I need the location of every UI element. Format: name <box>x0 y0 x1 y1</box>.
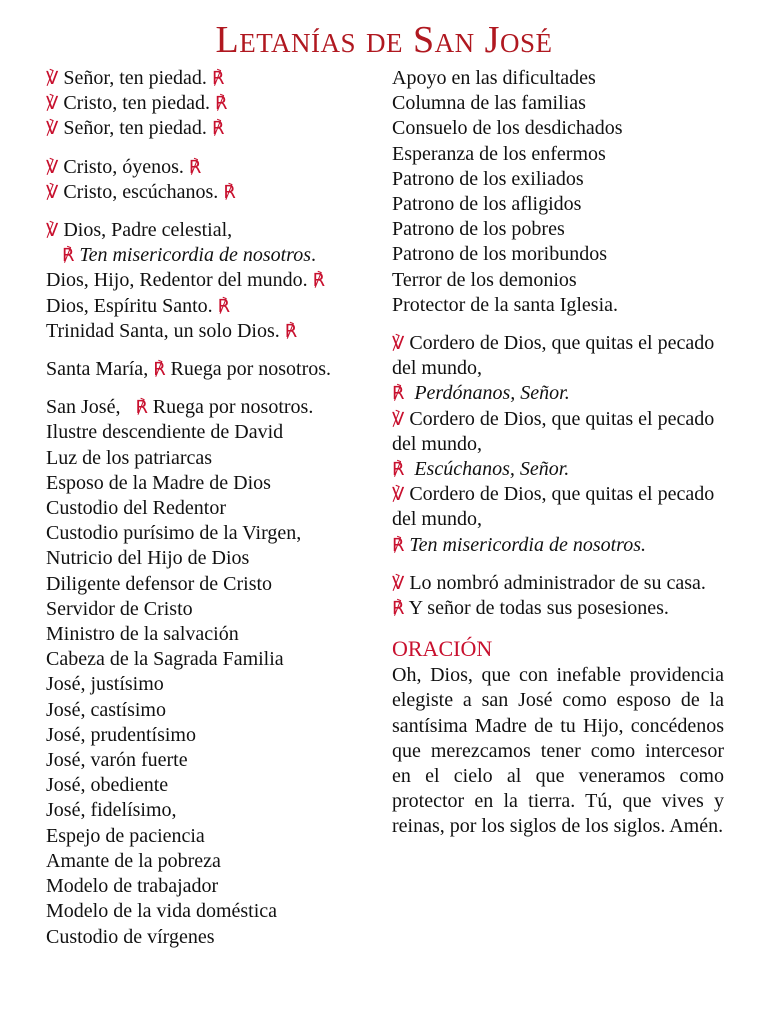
versicle-icon: ℣ <box>392 333 405 354</box>
versicle-icon: ℣ <box>46 118 59 139</box>
agnus-response: ℟ Ten misericordia de nosotros. <box>392 533 647 556</box>
response-icon: ℟ <box>135 397 148 418</box>
litany-item: Consuelo de los desdichados <box>392 117 623 140</box>
versicle-icon: ℣ <box>46 93 59 114</box>
left-column <box>46 66 381 950</box>
litany-item: Patrono de los pobres <box>392 218 565 241</box>
trinity-line: Trinidad Santa, un solo Dios. ℟ <box>46 319 298 342</box>
versicle-icon: ℣ <box>46 156 59 177</box>
response-icon: ℟ <box>217 295 230 316</box>
litany-item: Apoyo en las dificultades <box>392 67 596 89</box>
versicle-icon: ℣ <box>46 181 59 202</box>
trinity-line: Dios, Hijo, Redentor del mundo. ℟ <box>46 269 325 292</box>
trinity-line: Dios, Espíritu Santo. ℟ <box>46 294 230 317</box>
litany-item: José, justísimo <box>46 673 164 696</box>
response-icon: ℟ <box>312 270 325 291</box>
prayer-heading: ORACIÓN <box>392 636 493 662</box>
response-icon: ℟ <box>62 245 75 266</box>
kyrie-line: ℣ Señor, ten piedad. ℟ <box>46 117 225 140</box>
response-icon: ℟ <box>392 459 405 480</box>
litany-item: Espejo de paciencia <box>46 824 205 847</box>
litany-item: Terror de los demonios <box>392 268 577 291</box>
right-column <box>392 66 724 840</box>
response-icon: ℟ <box>214 93 228 114</box>
agnus-versicle: ℣ Cordero de Dios, que quitas el pecado del mundo, <box>392 407 715 455</box>
litany-item: Diligente defensor de Cristo <box>46 572 273 595</box>
litany-item: Patrono de los exiliados <box>392 167 584 190</box>
litany-item: Ilustre descendiente de David <box>46 421 284 444</box>
final-response: ℟ Y señor de todas sus posesiones. <box>392 597 669 620</box>
litany-item: Luz de los patriarcas <box>46 446 213 469</box>
response-icon: ℟ <box>284 320 298 341</box>
litany-item: Cabeza de la Sagrada Familia <box>46 648 284 671</box>
christe-line: ℣ Cristo, óyenos. ℟ <box>46 155 202 178</box>
kyrie-line: ℣ Señor, ten piedad. ℟ <box>46 67 225 89</box>
litany-item: Custodio del Redentor <box>46 497 226 520</box>
litany-item: Protector de la santa Iglesia. <box>392 293 619 316</box>
litany-item: Servidor de Cristo <box>46 597 193 620</box>
agnus-response: ℟ Escúchanos, Señor. <box>392 458 570 481</box>
litany-item: José, castísimo <box>46 698 166 721</box>
response-icon: ℟ <box>153 359 166 380</box>
versicle-icon: ℣ <box>392 408 405 429</box>
litany-item: José, fidelísimo, <box>46 799 177 822</box>
agnus-response: ℟ Perdónanos, Señor. <box>392 382 570 405</box>
litany-item: Nutricio del Hijo de Dios <box>46 547 250 570</box>
litany-item: José, obediente <box>46 774 169 797</box>
response-icon: ℟ <box>392 534 405 555</box>
maria-line: Santa María, ℟ Ruega por nosotros. <box>46 358 332 381</box>
trinity-response: ℟ Ten misericordia de nosotros. <box>62 244 317 267</box>
litany-item: José, varón fuerte <box>46 749 188 772</box>
litany-item: Modelo de trabajador <box>46 875 219 898</box>
litany-item: Custodio de vírgenes <box>46 925 215 948</box>
versicle-icon: ℣ <box>392 572 405 593</box>
versicle-icon: ℣ <box>392 484 405 505</box>
final-versicle: ℣ Lo nombró administrador de su casa. <box>392 571 706 594</box>
litany-item: Esperanza de los enfermos <box>392 142 606 165</box>
response-icon: ℟ <box>223 181 236 202</box>
versicle-icon: ℣ <box>46 68 59 88</box>
response-icon: ℟ <box>188 156 202 177</box>
response-icon: ℟ <box>211 68 225 88</box>
christe-line: ℣ Cristo, escúchanos. ℟ <box>46 180 236 203</box>
versicle-icon: ℣ <box>46 220 59 241</box>
litany-item: Patrono de los moribundos <box>392 243 607 266</box>
response-icon: ℟ <box>392 598 405 619</box>
page-title: Letanías de San José <box>215 19 553 61</box>
litany-item: Custodio purísimo de la Virgen, <box>46 522 302 545</box>
litany-item: Esposo de la Madre de Dios <box>46 471 271 494</box>
litany-item: Patrono de los afligidos <box>392 193 582 216</box>
agnus-versicle: ℣ Cordero de Dios, que quitas el pecado del mundo, <box>392 483 715 531</box>
litany-item: Amante de la pobreza <box>46 849 221 872</box>
response-icon: ℟ <box>211 118 225 139</box>
litany-item: Modelo de la vida doméstica <box>46 900 278 923</box>
response-icon: ℟ <box>392 383 405 404</box>
litany-item: Columna de las familias <box>392 92 586 115</box>
agnus-versicle: ℣ Cordero de Dios, que quitas el pecado del mundo, <box>392 332 715 380</box>
prayer-text: Oh, Dios, que con inefable providencia elegiste a san José como esposo de la santísima Madre de tu Hijo, concédenos que merezcamos tener como intercesor en el cielo al que veneramos como protector en la tierra. Tú, que vives y reinas, por los siglos de los siglos. Amén. <box>392 664 724 838</box>
trinity-line: ℣ Dios, Padre celestial, <box>46 219 233 242</box>
jose-line: San José, ℟ Ruega por nosotros. <box>46 396 314 419</box>
litany-item: José, prudentísimo <box>46 723 196 746</box>
kyrie-line: ℣ Cristo, ten piedad. ℟ <box>46 92 228 115</box>
litany-item: Ministro de la salvación <box>46 623 239 646</box>
